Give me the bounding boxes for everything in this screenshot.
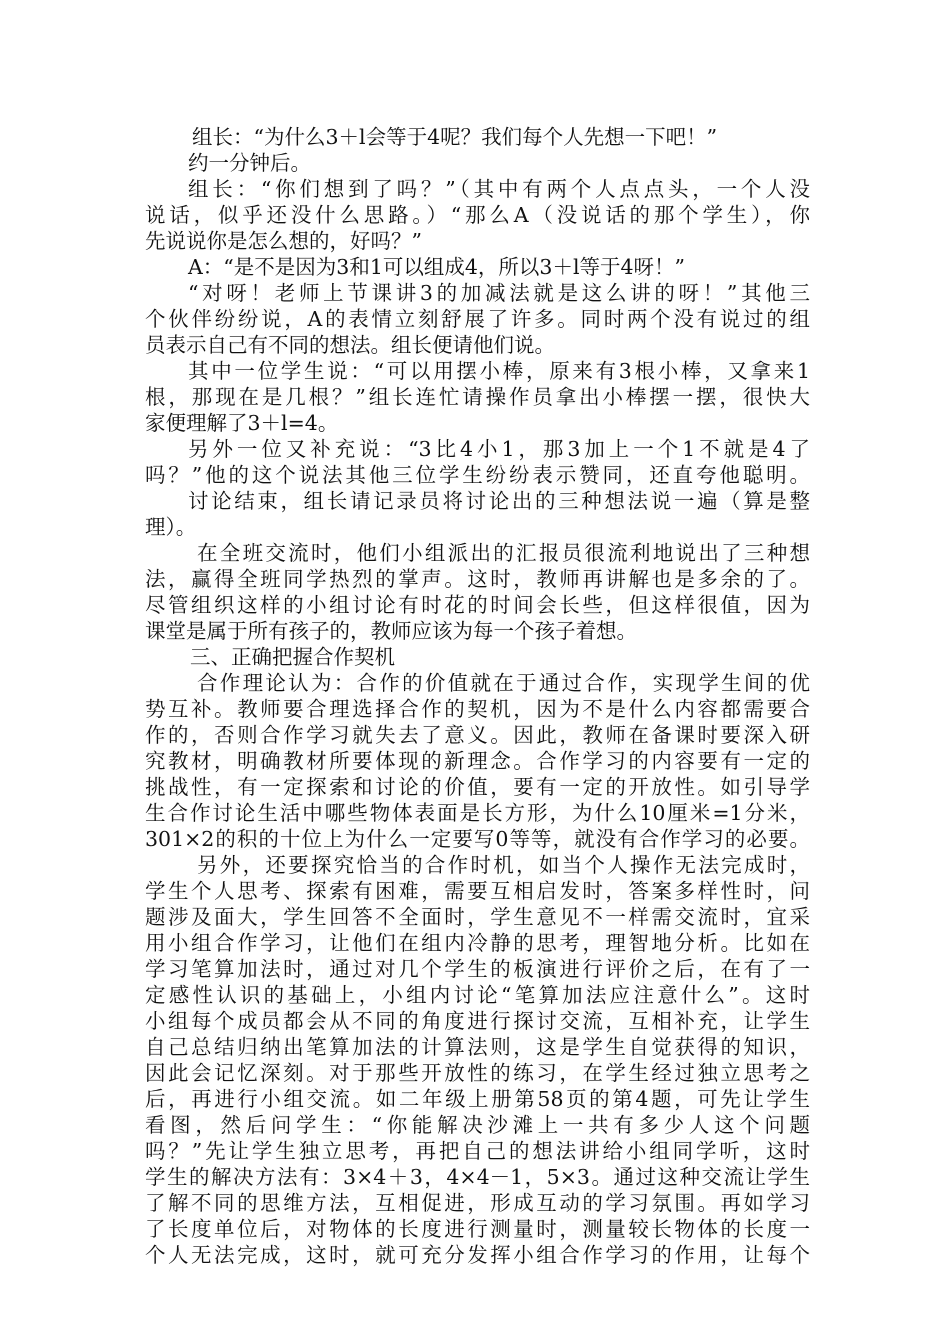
text-line: 另外一位又补充说：“3比4小1，那3加上一个1不就是4了 xyxy=(188,437,810,461)
text-line: 讨论结束，组长请记录员将讨论出的三种想法说一遍（算是整 xyxy=(188,489,810,513)
text-line: 看图，然后问学生：“你能解决沙滩上一共有多少人这个问题 xyxy=(145,1113,810,1137)
text-line: 学生个人思考、探索有困难，需要互相启发时，答案多样性时，问 xyxy=(145,879,810,903)
text-line: 吗？”先让学生独立思考，再把自己的想法讲给小组同学听，这时 xyxy=(145,1139,810,1163)
text-line: 学习笔算加法时，通过对几个学生的板演进行评价之后，在有了一 xyxy=(145,957,810,981)
text-line: 理）。 xyxy=(145,515,197,539)
text-line: 组长：“为什么3＋l会等于4呢？我们每个人先想一下吧！” xyxy=(192,125,718,149)
text-line: 作的，否则合作学习就失去了意义。因此，教师在备课时要深入研 xyxy=(145,723,810,747)
text-line: 另外，还要探究恰当的合作时机，如当个人操作无法完成时， xyxy=(197,853,810,877)
text-line: 势互补。教师要合理选择合作的契机，因为不是什么内容都需要合 xyxy=(145,697,810,721)
text-line: 约一分钟后。 xyxy=(188,151,311,175)
text-line: 自己总结归纳出笔算加法的计算法则，这是学生自觉获得的知识， xyxy=(145,1035,810,1059)
text-line: 说话，似乎还没什么思路。）“那么A（没说话的那个学生），你 xyxy=(145,203,810,227)
text-line: 先说说你是怎么想的，好吗？” xyxy=(145,229,422,253)
text-line: 吗？”他的这个说法其他三位学生纷纷表示赞同，还直夸他聪明。 xyxy=(145,463,810,487)
text-line: 因此会记忆深刻。对于那些开放性的练习，在学生经过独立思考之 xyxy=(145,1061,810,1085)
text-line: 了解不同的思维方法，互相促进，形成互动的学习氛围。再如学习 xyxy=(145,1191,810,1215)
text-line: 生合作讨论生活中哪些物体表面是长方形，为什么10厘米=1分米， xyxy=(145,801,810,825)
text-line: 用小组合作学习，让他们在组内冷静的思考，理智地分析。比如在 xyxy=(145,931,810,955)
text-line: 家便理解了3＋l=4。 xyxy=(145,411,339,435)
text-line: “对呀！老师上节课讲3的加减法就是这么讲的呀！”其他三 xyxy=(188,281,810,305)
text-line: 组长：“你们想到了吗？”（其中有两个人点点头，一个人没 xyxy=(188,177,810,201)
text-line: 个人无法完成，这时，就可充分发挥小组合作学习的作用，让每个 xyxy=(145,1243,810,1267)
text-line: 其中一位学生说：“可以用摆小棒，原来有3根小棒，又拿来1 xyxy=(188,359,810,383)
text-line: 了长度单位后，对物体的长度进行测量时，测量较长物体的长度一 xyxy=(145,1217,810,1241)
text-line: 根，那现在是几根？”组长连忙请操作员拿出小棒摆一摆，很快大 xyxy=(145,385,810,409)
text-line: 小组每个成员都会从不同的角度进行探讨交流，互相补充，让学生 xyxy=(145,1009,810,1033)
text-line: A：“是不是因为3和1可以组成4，所以3＋l等于4呀！” xyxy=(188,255,686,279)
text-line: 法，赢得全班同学热烈的掌声。这时，教师再讲解也是多余的了。 xyxy=(145,567,810,591)
text-line: 题涉及面大，学生回答不全面时，学生意见不一样需交流时，宜采 xyxy=(145,905,810,929)
text-line: 究教材，明确教材所要体现的新理念。合作学习的内容要有一定的 xyxy=(145,749,810,773)
text-line: 学生的解决方法有：3×4＋3，4×4－1，5×3。通过这种交流让学生 xyxy=(145,1165,810,1189)
text-line: 个伙伴纷纷说，A的表情立刻舒展了许多。同时两个没有说过的组 xyxy=(145,307,810,331)
section-heading: 三、正确把握合作契机 xyxy=(190,645,395,669)
text-line: 员表示自己有不同的想法。组长便请他们说。 xyxy=(145,333,555,357)
text-line: 定感性认识的基础上，小组内讨论“笔算加法应注意什么”。这时 xyxy=(145,983,810,1007)
text-line: 后，再进行小组交流。如二年级上册第58页的第4题，可先让学生 xyxy=(145,1087,810,1111)
text-line: 课堂是属于所有孩子的，教师应该为每一个孩子着想。 xyxy=(145,619,637,643)
text-line: 在全班交流时，他们小组派出的汇报员很流利地说出了三种想 xyxy=(197,541,810,565)
text-line: 尽管组织这样的小组讨论有时花的时间会长些，但这样很值，因为 xyxy=(145,593,810,617)
text-line: 挑战性，有一定探索和讨论的价值，要有一定的开放性。如引导学 xyxy=(145,775,810,799)
text-line: 301×2的积的十位上为什么一定要写0等等，就没有合作学习的必要。 xyxy=(145,827,810,851)
text-line: 合作理论认为：合作的价值就在于通过合作，实现学生间的优 xyxy=(197,671,810,695)
